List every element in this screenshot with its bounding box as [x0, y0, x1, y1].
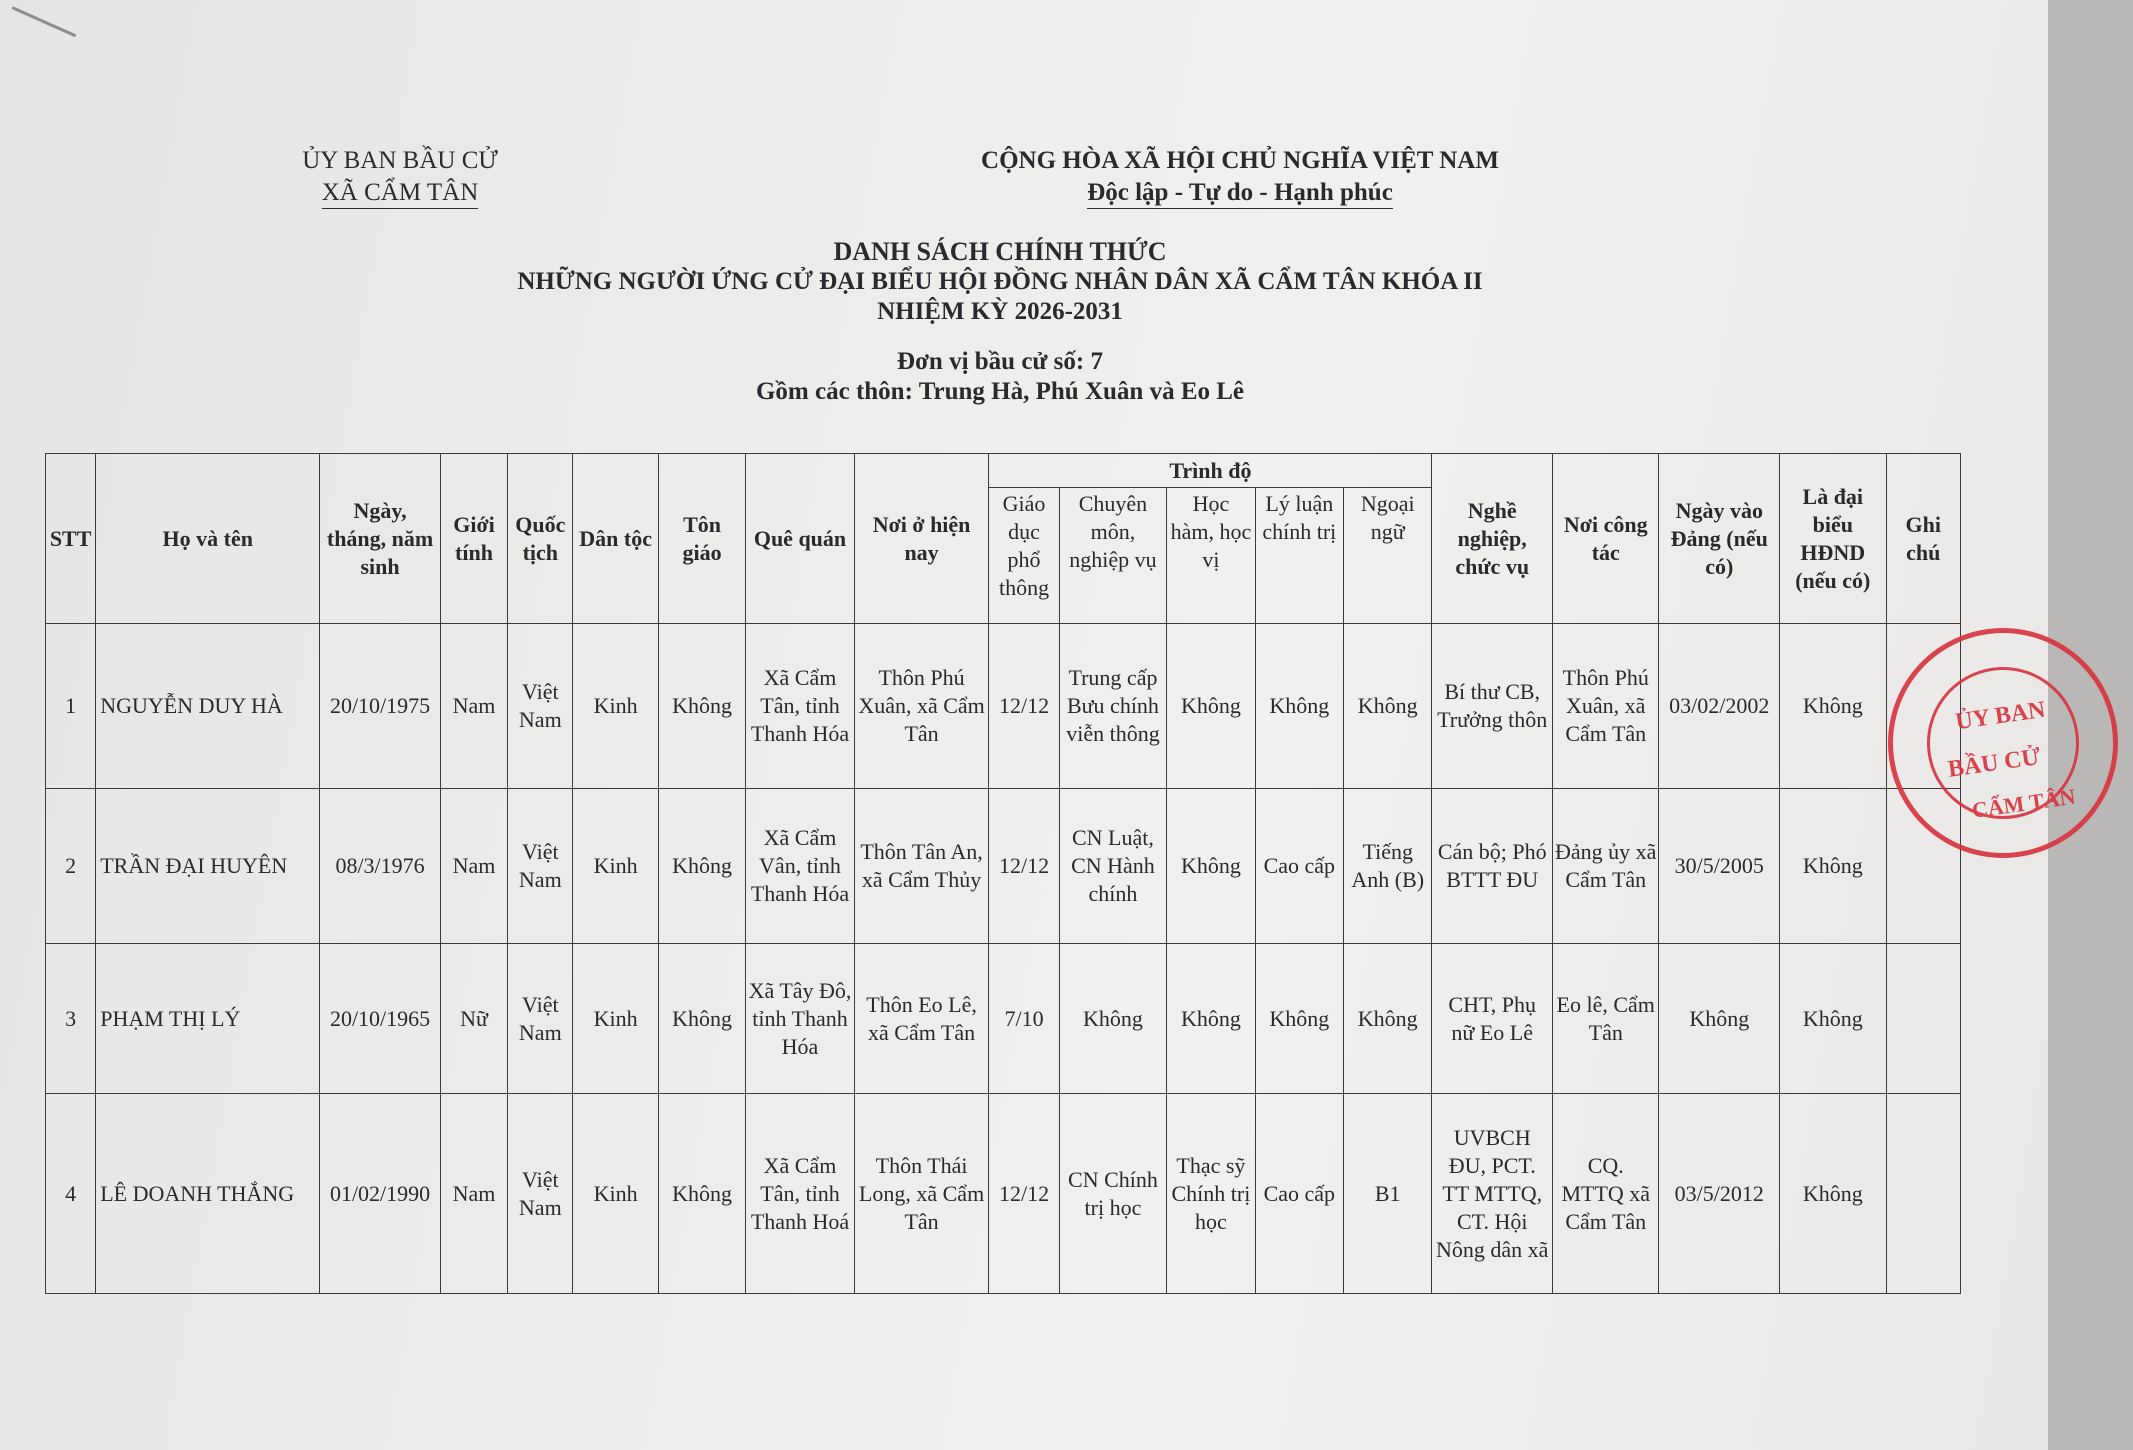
cell-note [1886, 944, 1960, 1094]
cell-dob: 01/02/1990 [320, 1094, 441, 1294]
table-row [46, 624, 1961, 789]
header-edu-political: Lý luận chính trị [1255, 488, 1343, 624]
national-title: CỘNG HÒA XÃ HỘI CHỦ NGHĨA VIỆT NAM [981, 147, 1499, 174]
cell-edu-degree: Không [1167, 789, 1255, 944]
header-ethnicity: Dân tộc [573, 454, 658, 624]
cell-residence: Thôn Eo Lê, xã Cẩm Tân [854, 944, 989, 1094]
cell-dob: 20/10/1965 [320, 944, 441, 1094]
seal-line3: CẨM TÂN [1970, 783, 2077, 823]
cell-stt: 3 [46, 944, 96, 1094]
cell-dob: 08/3/1976 [320, 789, 441, 944]
cell-party-date: 03/5/2012 [1659, 1094, 1780, 1294]
cell-stt: 1 [46, 624, 96, 789]
cell-council-member: Không [1780, 1094, 1886, 1294]
candidates-table [45, 453, 1961, 1294]
cell-stt: 4 [46, 1094, 96, 1294]
staple [11, 6, 76, 37]
header-gender: Giới tính [440, 454, 507, 624]
table-row [46, 1094, 1961, 1294]
cell-note [1886, 1094, 1960, 1294]
cell-council-member: Không [1780, 944, 1886, 1094]
table-row [46, 789, 1961, 944]
issuer-header [250, 145, 550, 209]
cell-nationality: Việt Nam [508, 624, 573, 789]
header-religion: Tôn giáo [658, 454, 745, 624]
header-party-date: Ngày vào Đảng (nếu có) [1659, 454, 1780, 624]
cell-ethnicity: Kinh [573, 789, 658, 944]
cell-edu-political: Cao cấp [1255, 789, 1343, 944]
header-edu-general: Giáo dục phổ thông [989, 488, 1059, 624]
cell-edu-specialty: CN Luật, CN Hành chính [1059, 789, 1167, 944]
header-edu-language: Ngoại ngữ [1344, 488, 1432, 624]
cell-edu-specialty: Trung cấp Bưu chính viễn thông [1059, 624, 1167, 789]
cell-party-date: 03/02/2002 [1659, 624, 1780, 789]
cell-hometown: Xã Tây Đô, tỉnh Thanh Hóa [746, 944, 855, 1094]
cell-council-member: Không [1780, 624, 1886, 789]
header-name: Họ và tên [96, 454, 320, 624]
cell-workplace: CQ. MTTQ xã Cẩm Tân [1553, 1094, 1659, 1294]
cell-religion: Không [658, 624, 745, 789]
cell-workplace: Eo lê, Cẩm Tân [1553, 944, 1659, 1094]
cell-occupation: Bí thư CB, Trưởng thôn [1432, 624, 1553, 789]
header-note: Ghi chú [1886, 454, 1960, 624]
cell-stt: 2 [46, 789, 96, 944]
header-edu-degree: Học hàm, học vị [1167, 488, 1255, 624]
header-edu-specialty: Chuyên môn, nghiệp vụ [1059, 488, 1167, 624]
cell-edu-language: B1 [1344, 1094, 1432, 1294]
electoral-unit: Đơn vị bầu cử số: 7 [897, 348, 1103, 375]
issuer-line1: ỦY BAN BẦU CỬ [302, 147, 498, 174]
cell-edu-general: 7/10 [989, 944, 1059, 1094]
cell-workplace: Thôn Phú Xuân, xã Cẩm Tân [1553, 624, 1659, 789]
header-education: Trình độ [989, 454, 1432, 488]
cell-gender: Nam [440, 789, 507, 944]
cell-ethnicity: Kinh [573, 944, 658, 1094]
cell-residence: Thôn Tân An, xã Cẩm Thủy [854, 789, 989, 944]
cell-occupation: CHT, Phụ nữ Eo Lê [1432, 944, 1553, 1094]
cell-gender: Nam [440, 624, 507, 789]
cell-edu-language: Không [1344, 944, 1432, 1094]
title-line3: NHIỆM KỲ 2026-2031 [877, 298, 1123, 325]
cell-name: NGUYỄN DUY HÀ [96, 624, 320, 789]
header-workplace: Nơi công tác [1553, 454, 1659, 624]
national-header [940, 145, 1540, 209]
cell-party-date: 30/5/2005 [1659, 789, 1780, 944]
cell-name: PHẠM THỊ LÝ [96, 944, 320, 1094]
cell-gender: Nữ [440, 944, 507, 1094]
cell-edu-degree: Thạc sỹ Chính trị học [1167, 1094, 1255, 1294]
cell-edu-specialty: CN Chính trị học [1059, 1094, 1167, 1294]
cell-dob: 20/10/1975 [320, 624, 441, 789]
cell-edu-general: 12/12 [989, 1094, 1059, 1294]
cell-edu-specialty: Không [1059, 944, 1167, 1094]
header-residence: Nơi ở hiện nay [854, 454, 989, 624]
document-title [330, 237, 1670, 407]
cell-religion: Không [658, 944, 745, 1094]
cell-edu-political: Không [1255, 624, 1343, 789]
header-hometown: Quê quán [746, 454, 855, 624]
cell-gender: Nam [440, 1094, 507, 1294]
cell-ethnicity: Kinh [573, 1094, 658, 1294]
cell-edu-language: Không [1344, 624, 1432, 789]
cell-nationality: Việt Nam [508, 944, 573, 1094]
cell-edu-degree: Không [1167, 944, 1255, 1094]
cell-edu-general: 12/12 [989, 789, 1059, 944]
cell-occupation: UVBCH ĐU, PCT. TT MTTQ, CT. Hội Nông dân xã [1432, 1094, 1553, 1294]
title-line2: NHỮNG NGƯỜI ỨNG CỬ ĐẠI BIỂU HỘI ĐỒNG NHÂN DÂN XÃ CẨM TÂN KHÓA II [517, 268, 1483, 295]
cell-residence: Thôn Thái Long, xã Cẩm Tân [854, 1094, 989, 1294]
header-dob: Ngày, tháng, năm sinh [320, 454, 441, 624]
cell-nationality: Việt Nam [508, 789, 573, 944]
cell-edu-political: Không [1255, 944, 1343, 1094]
cell-edu-degree: Không [1167, 624, 1255, 789]
cell-hometown: Xã Cẩm Vân, tỉnh Thanh Hóa [746, 789, 855, 944]
cell-ethnicity: Kinh [573, 624, 658, 789]
header-council-member: Là đại biểu HĐND (nếu có) [1780, 454, 1886, 624]
seal-line2: BẦU CỬ [1946, 744, 2043, 783]
cell-hometown: Xã Cẩm Tân, tỉnh Thanh Hóa [746, 624, 855, 789]
cell-religion: Không [658, 789, 745, 944]
villages-line: Gồm các thôn: Trung Hà, Phú Xuân và Eo Lê [755, 378, 1245, 405]
cell-party-date: Không [1659, 944, 1780, 1094]
issuer-line2: XÃ CẨM TÂN [322, 178, 479, 209]
cell-name: TRẦN ĐẠI HUYÊN [96, 789, 320, 944]
cell-name: LÊ DOANH THẮNG [96, 1094, 320, 1294]
title-line1: DANH SÁCH CHÍNH THỨC [833, 237, 1167, 266]
cell-occupation: Cán bộ; Phó BTTT ĐU [1432, 789, 1553, 944]
cell-edu-language: Tiếng Anh (B) [1344, 789, 1432, 944]
cell-edu-political: Cao cấp [1255, 1094, 1343, 1294]
cell-edu-general: 12/12 [989, 624, 1059, 789]
header-occupation: Nghề nghiệp, chức vụ [1432, 454, 1553, 624]
header-nationality: Quốc tịch [508, 454, 573, 624]
cell-nationality: Việt Nam [508, 1094, 573, 1294]
table-row [46, 944, 1961, 1094]
cell-religion: Không [658, 1094, 745, 1294]
national-motto: Độc lập - Tự do - Hạnh phúc [1087, 178, 1393, 209]
header-stt: STT [46, 454, 96, 624]
cell-residence: Thôn Phú Xuân, xã Cẩm Tân [854, 624, 989, 789]
cell-workplace: Đảng ủy xã Cẩm Tân [1553, 789, 1659, 944]
seal-line1: ỦY BAN [1953, 696, 2048, 736]
cell-hometown: Xã Cẩm Tân, tỉnh Thanh Hoá [746, 1094, 855, 1294]
cell-council-member: Không [1780, 789, 1886, 944]
